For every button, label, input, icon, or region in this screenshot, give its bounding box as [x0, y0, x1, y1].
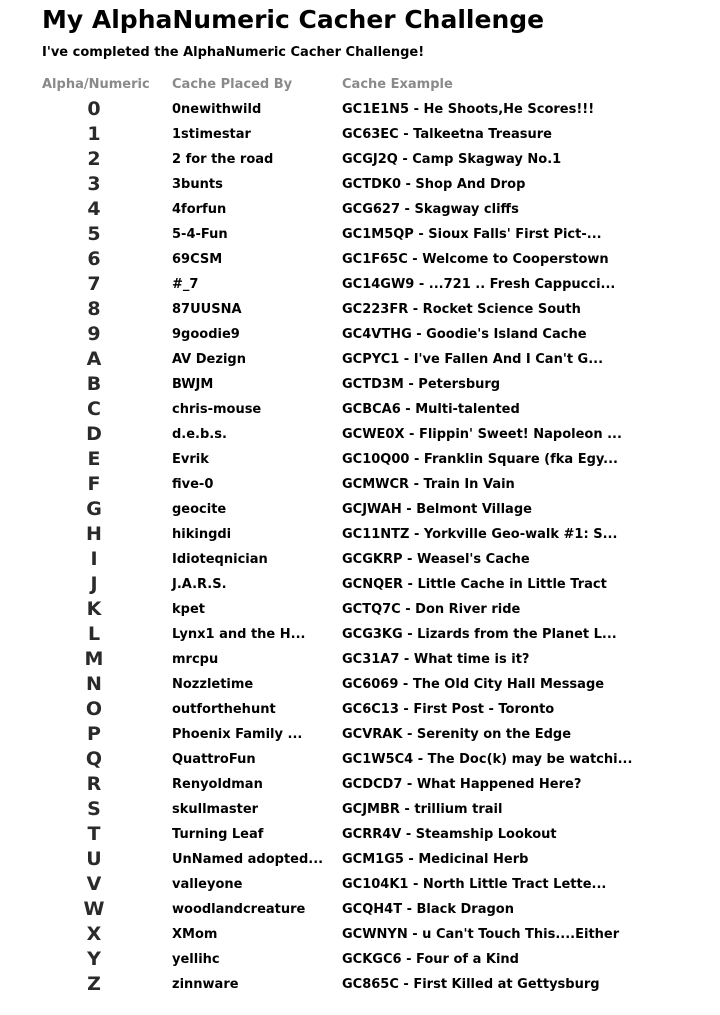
cache-example-link[interactable]: GCQH4T - Black Dragon — [342, 902, 514, 917]
cache-example-link[interactable]: GC6C13 - First Post - Toronto — [342, 702, 555, 717]
alphanumeric-character: 8 — [87, 298, 101, 320]
cache-owner-link[interactable]: 87UUSNA — [172, 302, 242, 317]
table-row — [42, 597, 702, 622]
cache-owner-link[interactable]: J.A.R.S. — [172, 577, 227, 592]
table-row — [42, 722, 702, 747]
cache-example-link[interactable]: GCG3KG - Lizards from the Planet L... — [342, 627, 617, 642]
table-row — [42, 447, 702, 472]
cache-example-link[interactable]: GC11NTZ - Yorkville Geo-walk #1: S... — [342, 527, 618, 542]
cache-example-link[interactable]: GC1F65C - Welcome to Cooperstown — [342, 252, 609, 267]
cache-owner-link[interactable]: 4forfun — [172, 202, 227, 217]
alphanumeric-character: R — [86, 773, 102, 795]
cache-owner-link[interactable]: UnNamed adopted... — [172, 852, 324, 867]
table-row — [42, 772, 702, 797]
table-row — [42, 147, 702, 172]
table-row — [42, 897, 702, 922]
alphanumeric-character: 9 — [87, 323, 101, 345]
alphanumeric-character: 2 — [87, 148, 101, 170]
cache-example-link[interactable]: GCG627 - Skagway cliffs — [342, 202, 519, 217]
alphanumeric-character: 6 — [87, 248, 101, 270]
alphanumeric-character: T — [87, 823, 101, 845]
cache-owner-link[interactable]: Nozzletime — [172, 677, 254, 692]
cache-example-link[interactable]: GCBCA6 - Multi-talented — [342, 402, 520, 417]
alphanumeric-character: S — [87, 798, 101, 820]
table-row — [42, 947, 702, 972]
cache-owner-link[interactable]: 0newithwild — [172, 102, 262, 117]
cache-example-link[interactable]: GCWE0X - Flippin' Sweet! Napoleon ... — [342, 427, 622, 442]
cache-owner-link[interactable]: #_7 — [172, 277, 199, 292]
alphanumeric-character: B — [86, 373, 102, 395]
alphanumeric-character: 7 — [87, 273, 101, 295]
cache-owner-link[interactable]: Lynx1 and the H... — [172, 627, 306, 642]
alphanumeric-character: J — [90, 573, 98, 595]
cache-example-link[interactable]: GC14GW9 - ...721 .. Fresh Cappucci... — [342, 277, 616, 292]
cache-example-link[interactable]: GC4VTHG - Goodie's Island Cache — [342, 327, 587, 342]
cache-owner-link[interactable]: five-0 — [172, 477, 214, 492]
alphanumeric-character: Z — [87, 973, 101, 995]
cache-example-link[interactable]: GC6069 - The Old City Hall Message — [342, 677, 605, 692]
cache-owner-link[interactable]: outforthehunt — [172, 702, 276, 717]
cache-example-link[interactable]: GCTD3M - Petersburg — [342, 377, 501, 392]
alphanumeric-character: H — [86, 523, 102, 545]
alphanumeric-character: A — [86, 348, 102, 370]
cache-owner-link[interactable]: skullmaster — [172, 802, 259, 817]
table-row — [42, 522, 702, 547]
alphanumeric-character: 3 — [87, 173, 101, 195]
cache-owner-link[interactable]: 3bunts — [172, 177, 223, 192]
table-row — [42, 747, 702, 772]
table-row — [42, 297, 702, 322]
table-row — [42, 872, 702, 897]
alphanumeric-character: L — [87, 623, 101, 645]
cache-owner-link[interactable]: XMom — [172, 927, 218, 942]
header-cache-example: Cache Example — [342, 77, 453, 92]
cache-owner-link[interactable]: Idioteqnician — [172, 552, 268, 567]
alphanumeric-character: O — [85, 698, 103, 720]
cache-owner-link[interactable]: yellihc — [172, 952, 220, 967]
cache-example-link[interactable]: GCNQER - Little Cache in Little Tract — [342, 577, 607, 592]
table-row — [42, 697, 702, 722]
alphanumeric-character: 5 — [87, 223, 101, 245]
table-row — [42, 347, 702, 372]
cache-example-link[interactable]: GC104K1 - North Little Tract Lette... — [342, 877, 607, 892]
cache-owner-link[interactable]: 9goodie9 — [172, 327, 240, 342]
cache-example-link[interactable]: GCTQ7C - Don River ride — [342, 602, 521, 617]
cache-example-link[interactable]: GC1M5QP - Sioux Falls' First Pict-... — [342, 227, 602, 242]
cache-owner-link[interactable]: 69CSM — [172, 252, 223, 267]
cache-owner-link[interactable]: woodlandcreature — [172, 902, 306, 917]
alphanumeric-character: E — [87, 448, 101, 470]
cache-owner-link[interactable]: BWJM — [172, 377, 214, 392]
table-row — [42, 672, 702, 697]
alphanumeric-character: V — [86, 873, 102, 895]
alphanumeric-character: M — [84, 648, 104, 670]
table-row — [42, 222, 702, 247]
table-row — [42, 172, 702, 197]
table-body — [42, 97, 702, 997]
cache-owner-link[interactable]: Phoenix Family ... — [172, 727, 303, 742]
table-row — [42, 122, 702, 147]
header-cache-placed-by: Cache Placed By — [172, 77, 293, 92]
cache-example-link[interactable]: GC1W5C4 - The Doc(k) may be watchi... — [342, 752, 633, 767]
table-row — [42, 972, 702, 997]
cache-example-link[interactable]: GC1E1N5 - He Shoots,He Scores!!! — [342, 102, 595, 117]
cache-example-link[interactable]: GC10Q00 - Franklin Square (fka Egy... — [342, 452, 618, 467]
cache-example-link[interactable]: GCGKRP - Weasel's Cache — [342, 552, 530, 567]
table-row — [42, 797, 702, 822]
cache-owner-link[interactable]: zinnware — [172, 977, 239, 992]
alphanumeric-character: N — [86, 673, 102, 695]
alphanumeric-character: K — [86, 598, 102, 620]
table-row — [42, 197, 702, 222]
cache-example-link[interactable]: GCDCD7 - What Happened Here? — [342, 777, 582, 792]
table-row — [42, 847, 702, 872]
table-header — [42, 75, 702, 97]
table-row — [42, 472, 702, 497]
table-row — [42, 647, 702, 672]
cache-owner-link[interactable]: valleyone — [172, 877, 243, 892]
cache-example-link[interactable]: GC223FR - Rocket Science South — [342, 302, 581, 317]
page-title: My AlphaNumeric Cacher Challenge — [42, 5, 545, 34]
alphanumeric-character: 0 — [87, 98, 101, 120]
cache-owner-link[interactable]: hikingdi — [172, 527, 232, 542]
cache-example-link[interactable]: GCPYC1 - I've Fallen And I Can't G... — [342, 352, 604, 367]
table-row — [42, 572, 702, 597]
table-row — [42, 322, 702, 347]
cache-example-link[interactable]: GCGJ2Q - Camp Skagway No.1 — [342, 152, 562, 167]
alphanumeric-character: F — [87, 473, 101, 495]
table-row — [42, 272, 702, 297]
completion-statement: I've completed the AlphaNumeric Cacher Challenge! — [42, 45, 425, 60]
alphanumeric-character: 1 — [87, 123, 101, 145]
alphanumeric-character: Y — [87, 948, 101, 970]
cache-owner-link[interactable]: Evrik — [172, 452, 209, 467]
cache-example-link[interactable]: GCJWAH - Belmont Village — [342, 502, 532, 517]
alphanumeric-character: Q — [85, 748, 103, 770]
alphanumeric-character: U — [86, 848, 102, 870]
table-row — [42, 422, 702, 447]
cache-example-link[interactable]: GC865C - First Killed at Gettysburg — [342, 977, 600, 992]
cache-owner-link[interactable]: 1stimestar — [172, 127, 251, 142]
cache-owner-link[interactable]: mrcpu — [172, 652, 219, 667]
cache-example-link[interactable]: GCMWCR - Train In Vain — [342, 477, 515, 492]
table-row — [42, 822, 702, 847]
cache-example-link[interactable]: GC63EC - Talkeetna Treasure — [342, 127, 552, 142]
alphanumeric-character: G — [86, 498, 102, 520]
cache-owner-link[interactable]: QuattroFun — [172, 752, 256, 767]
cache-example-link[interactable]: GCWNYN - u Can't Touch This....Either — [342, 927, 620, 942]
table-row — [42, 547, 702, 572]
cache-example-link[interactable]: GCVRAK - Serenity on the Edge — [342, 727, 572, 742]
table-row — [42, 622, 702, 647]
header-alpha-numeric: Alpha/Numeric — [42, 77, 150, 92]
cache-example-link[interactable]: GCRR4V - Steamship Lookout — [342, 827, 557, 842]
cache-example-link[interactable]: GC31A7 - What time is it? — [342, 652, 530, 667]
cache-owner-link[interactable]: geocite — [172, 502, 227, 517]
table-row — [42, 247, 702, 272]
alphanumeric-character: D — [86, 423, 102, 445]
cache-owner-link[interactable]: 2 for the road — [172, 152, 274, 167]
cache-owner-link[interactable]: d.e.b.s. — [172, 427, 227, 442]
table-row — [42, 372, 702, 397]
alphanumeric-character: X — [86, 923, 102, 945]
cache-owner-link[interactable]: kpet — [172, 602, 205, 617]
cache-example-link[interactable]: GCKGC6 - Four of a Kind — [342, 952, 519, 967]
cache-owner-link[interactable]: Renyoldman — [172, 777, 263, 792]
alphanumeric-character: W — [83, 898, 105, 920]
cache-owner-link[interactable]: 5-4-Fun — [172, 227, 228, 242]
alphanumeric-character: P — [87, 723, 101, 745]
cache-example-link[interactable]: GCM1G5 - Medicinal Herb — [342, 852, 529, 867]
cache-example-link[interactable]: GCJMBR - trillium trail — [342, 802, 503, 817]
table-row — [42, 497, 702, 522]
alphanumeric-character: C — [87, 398, 101, 420]
challenge-table — [42, 75, 702, 997]
cache-owner-link[interactable]: Turning Leaf — [172, 827, 264, 842]
cache-owner-link[interactable]: AV Dezign — [172, 352, 246, 367]
alphanumeric-character: I — [90, 548, 98, 570]
table-row — [42, 97, 702, 122]
cache-owner-link[interactable]: chris-mouse — [172, 402, 262, 417]
table-row — [42, 397, 702, 422]
table-row — [42, 922, 702, 947]
cache-example-link[interactable]: GCTDK0 - Shop And Drop — [342, 177, 526, 192]
alphanumeric-character: 4 — [87, 198, 101, 220]
